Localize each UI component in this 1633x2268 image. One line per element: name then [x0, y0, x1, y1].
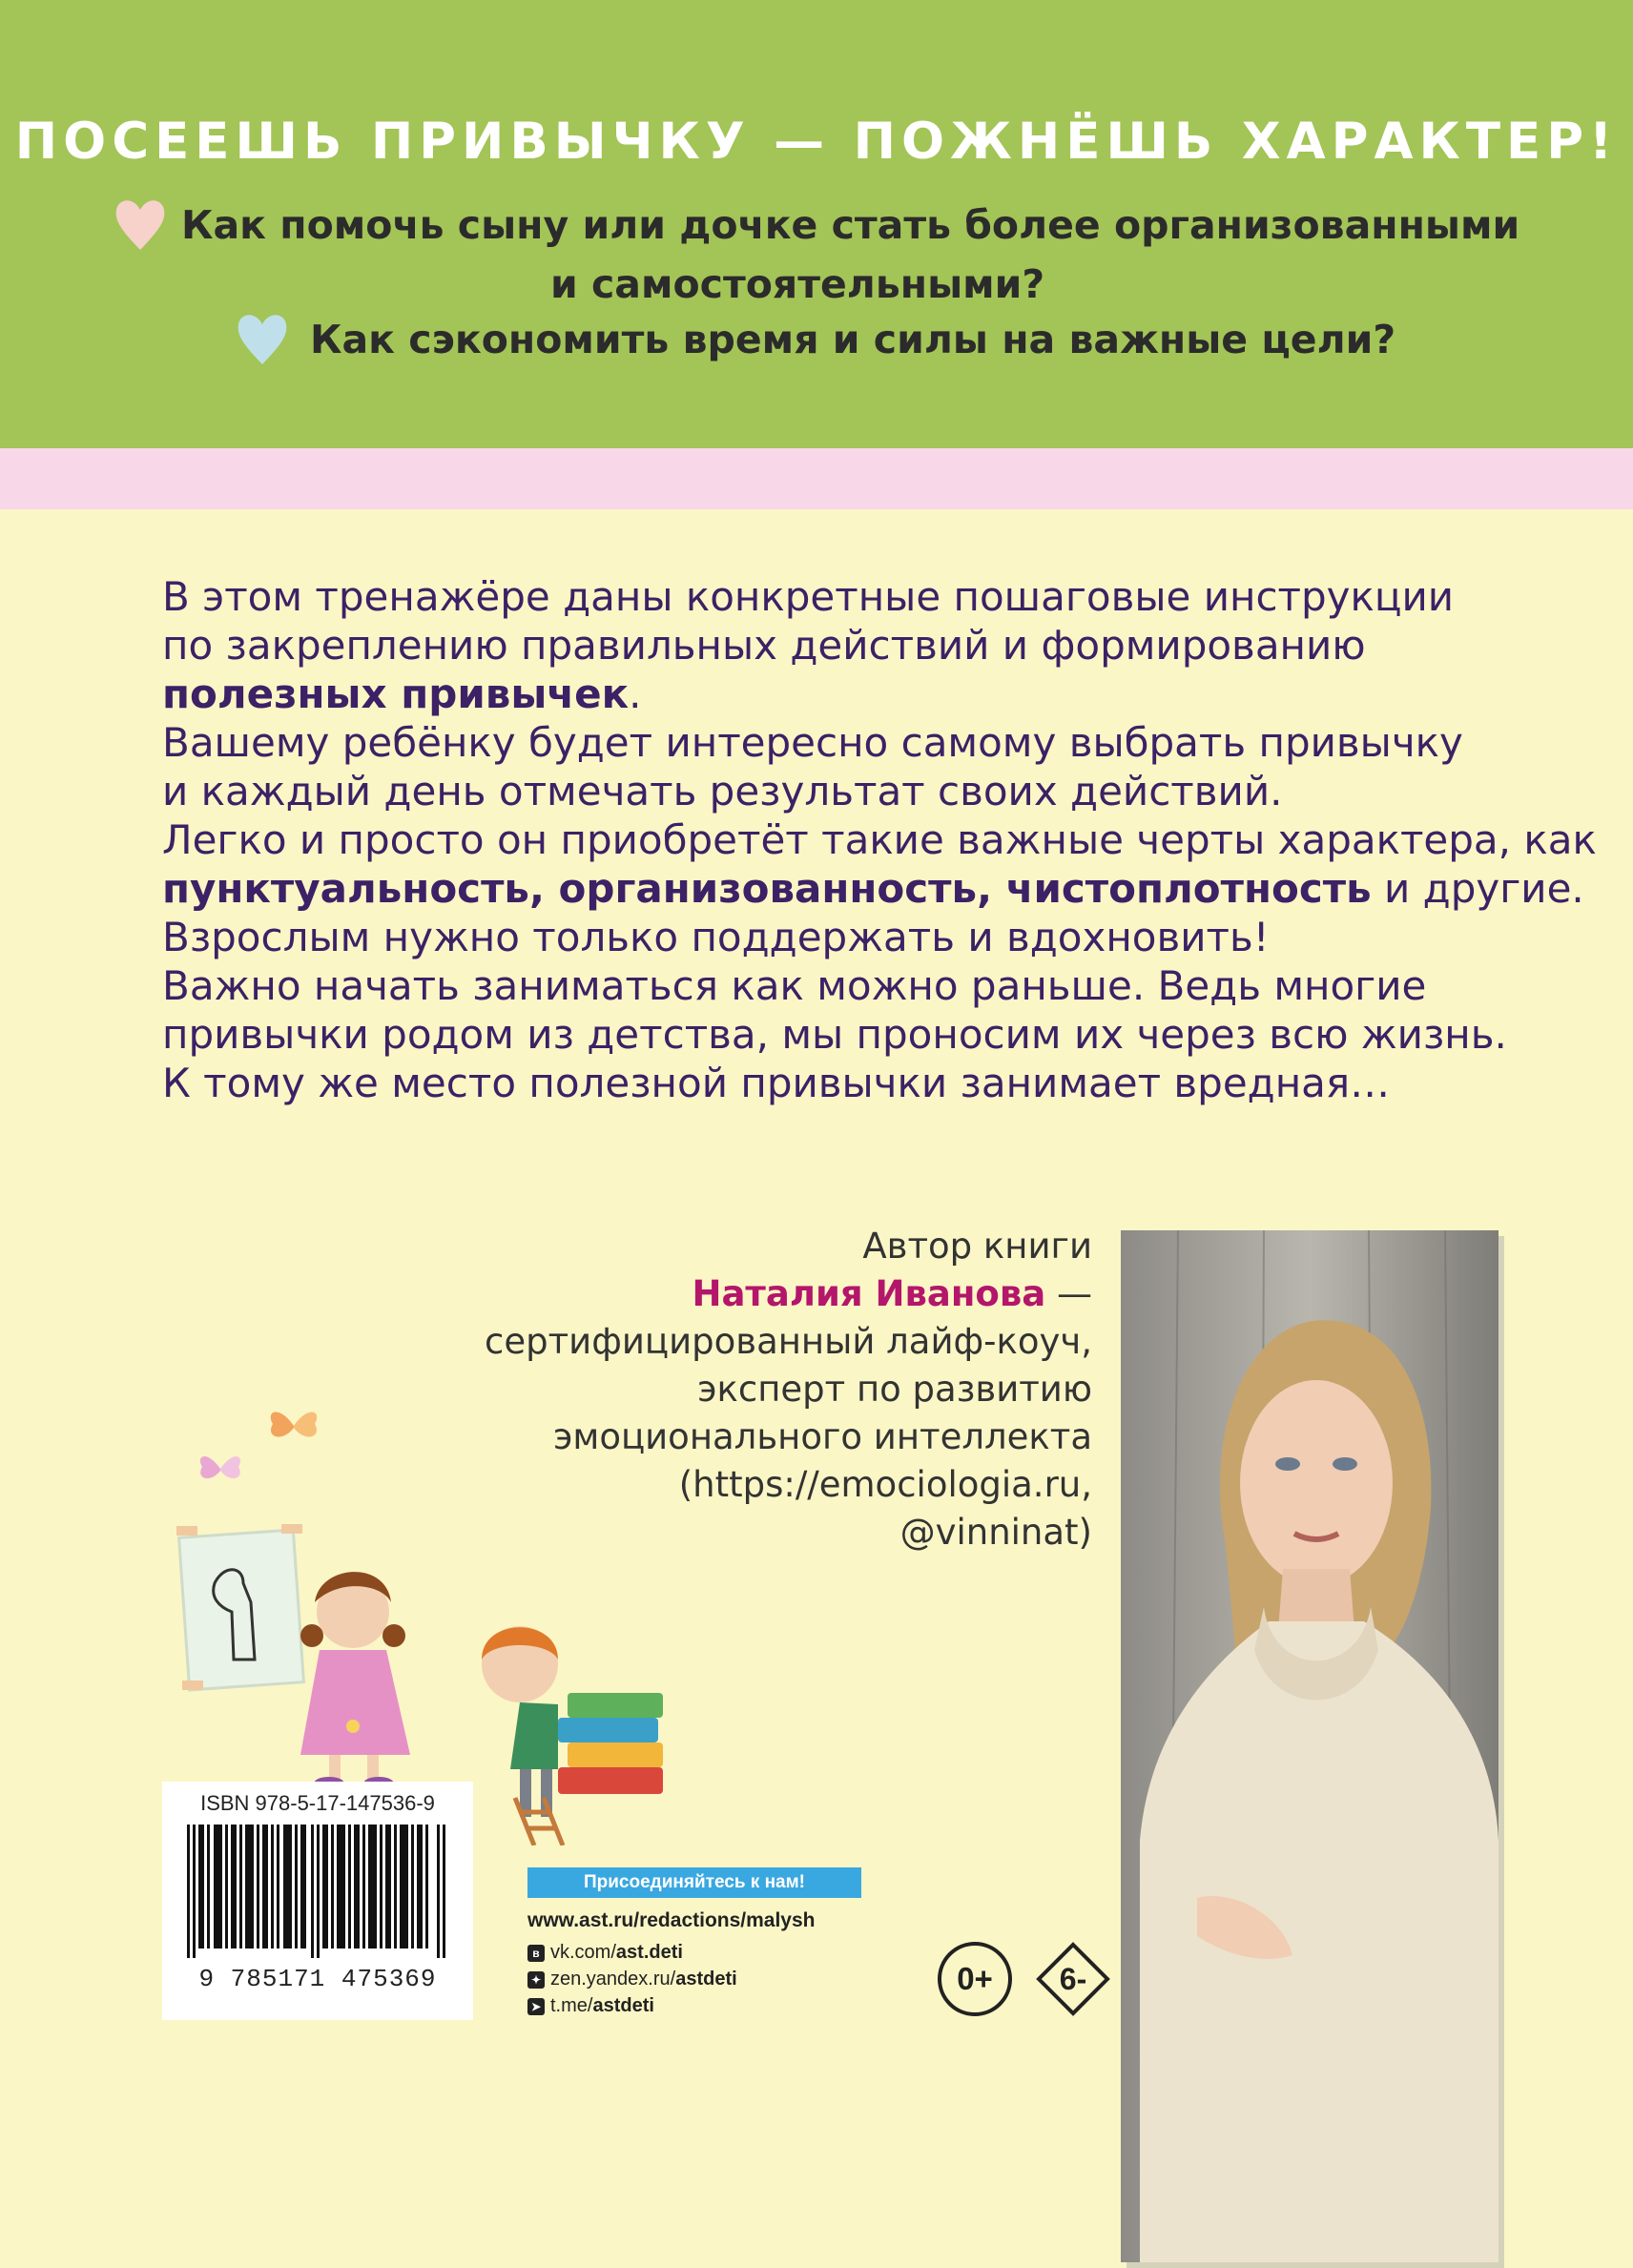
butterfly-pink-icon [196, 1450, 245, 1488]
telegram-link[interactable] [527, 1995, 814, 2022]
author-name-line [477, 1270, 1092, 1318]
description-line: Вашему ребёнку будет интересно самому выбрать привычку [162, 719, 1463, 766]
slogan: ПОСЕЕШЬ ПРИВЫЧКУ — ПОЖНЁШЬ ХАРАКТЕР! [14, 113, 1619, 171]
book [558, 1767, 663, 1794]
age-rating-0plus: 0+ [938, 1942, 1012, 2016]
author-eye [1275, 1457, 1300, 1471]
isbn-number: 9 785171 475369 [198, 1965, 437, 1993]
punctuation: . [629, 670, 642, 717]
girl-dress [300, 1650, 410, 1755]
question-1-line-1: Как помочь сыну или дочке стать более организованными [181, 202, 1520, 248]
telegram-icon: ➤ [527, 1998, 545, 2015]
description [162, 572, 1597, 1107]
author-link: (https://emociologia.ru, [678, 1464, 1092, 1505]
barcode [187, 1825, 446, 1958]
vk-handle: ast.deti [615, 1942, 683, 1963]
vk-link[interactable] [527, 1942, 814, 1969]
boy-books-illustration [463, 1617, 682, 1845]
description-line: Взрослым нужно только поддержать и вдохновить! [162, 914, 1270, 960]
zen-link[interactable] [527, 1969, 814, 1995]
description-line: К тому же место полезной привычки занимает вредная… [162, 1060, 1391, 1106]
pink-heart-icon [113, 193, 168, 252]
author-bio-line: эксперт по развитию [697, 1369, 1092, 1410]
description-line: привычки родом из детства, мы проносим их через всю жизнь. [162, 1011, 1507, 1058]
zen-handle: astdeti [675, 1969, 737, 1990]
bold-phrase: полезных привычек [162, 670, 630, 717]
girl-drawing-illustration [176, 1516, 424, 1793]
vk-icon: в [527, 1945, 545, 1962]
question-2: Как сэкономить время и силы на важные цели? [310, 317, 1396, 362]
tg-handle: astdeti [592, 1995, 654, 2016]
author-photo [1121, 1230, 1504, 2268]
bold-traits: пунктуальность, организованность, чистоплотность [162, 865, 1372, 912]
question-1-line-2: и самостоятельными? [550, 261, 1045, 307]
author-bio-line: эмоционального интеллекта [553, 1416, 1092, 1457]
author-name: Наталия Иванова [692, 1273, 1046, 1314]
author-info [477, 1223, 1092, 1557]
author-eye [1333, 1457, 1357, 1471]
book [558, 1718, 658, 1742]
vk-prefix: vk.com/ [550, 1942, 616, 1963]
isbn-block [162, 1782, 473, 2020]
description-line: В этом тренажёре даны конкретные пошаговые инструкции [162, 573, 1455, 620]
author-label: Автор книги [862, 1226, 1092, 1267]
publisher-site-link[interactable]: www.ast.ru/redactions/malysh [527, 1909, 816, 1931]
join-us-banner[interactable]: Присоединяйтесь к нам! [527, 1867, 861, 1898]
author-dash: — [1045, 1273, 1092, 1314]
blue-heart-icon [235, 307, 290, 366]
zen-icon: ✦ [527, 1971, 545, 1989]
age-rating-6 [1036, 1942, 1110, 2016]
isbn-text: ISBN 978-5-17-147536-9 [200, 1791, 435, 1815]
description-line: Важно начать заниматься как можно раньше. Ведь многие [162, 962, 1427, 1009]
author-sweater [1140, 1621, 1499, 2262]
book [568, 1742, 663, 1767]
description-line [162, 670, 1574, 718]
description-line: и каждый день отмечать результат своих действий. [162, 768, 1283, 814]
tg-prefix: t.me/ [550, 1995, 593, 2016]
trait-tail: и другие. [1371, 865, 1584, 912]
drawing-paper [179, 1530, 304, 1690]
author-handle: @vinninat) [899, 1512, 1092, 1553]
description-line [162, 864, 1584, 913]
butterfly-orange-icon [265, 1405, 322, 1447]
pink-stripe [0, 448, 1633, 509]
zen-prefix: zen.yandex.ru/ [550, 1969, 676, 1990]
author-bio-line: сертифицированный лайф-коуч, [485, 1321, 1092, 1362]
book [568, 1693, 663, 1718]
description-line: по закреплению правильных действий и формированию [162, 622, 1366, 669]
age-6-label: 6- [1059, 1962, 1087, 1996]
description-line: Легко и просто он приобретёт такие важные черты характера, как [162, 816, 1597, 863]
author-face [1240, 1380, 1393, 1586]
